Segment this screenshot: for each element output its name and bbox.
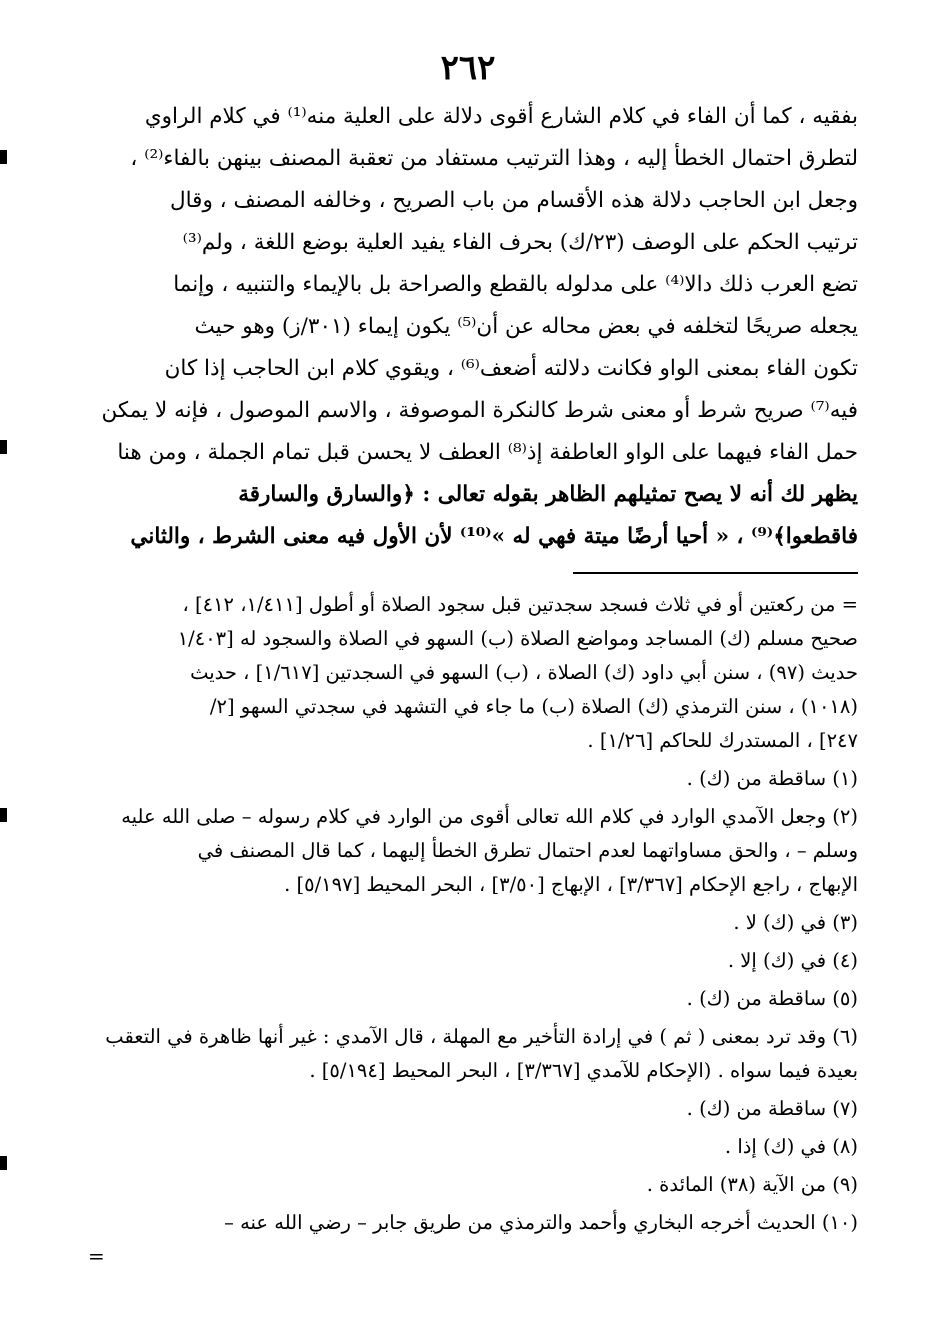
footnote-line: ٢٤٧] ، المستدرك للحاكم [١/٢٦] . (587, 729, 858, 752)
footnote-8: (٨) في (ك) إذا . (724, 1135, 858, 1158)
text-line: ترتيب الحكم على الوصف (٢٣/ك) بحرف الفاء يفيد العلية بوضع اللغة ، ولم⁽³⁾ (182, 230, 858, 255)
text-line: بفقيه ، كما أن الفاء في كلام الشارع أقوى دلالة على العلية منه⁽¹⁾ في كلام الراوي (144, 104, 858, 129)
text-line: حمل الفاء فيهما على الواو العاطفة إذ⁽⁸⁾ العطف لا يحسن قبل تمام الجملة ، ومن هنا (117, 440, 858, 465)
footnote-6-cont: بعيدة فيما سواه . (الإحكام للآمدي [٣/٣٦٧] ، البحر المحيط [٥/١٩٤] . (309, 1059, 858, 1082)
continuation-mark: = (88, 1244, 105, 1268)
text-line-quran-quote: يظهر لك أنه لا يصح تمثيلهم الظاهر بقوله تعالى : ﴿والسارق والسارقة (238, 482, 858, 507)
footnote-3: (٣) في (ك) لا . (733, 911, 858, 934)
footnote-7: (٧) ساقطة من (ك) . (686, 1097, 858, 1120)
footnote-line: = من ركعتين أو في ثلاث فسجد سجدتين قبل سجود الصلاة أو أطول [١/٤١١، ٤١٢] ، (182, 593, 858, 616)
footnote-1: (١) ساقطة من (ك) . (686, 767, 858, 790)
footnote-2-cont: وسلم – ، والحق مساواتهما لعدم احتمال تطرق الخطأ إليهما ، كما قال المصنف في (197, 839, 858, 862)
footnotes (78, 588, 858, 1240)
text-line: يجعله صريحًا لتخلفه في بعض محاله عن أن⁽⁵⁾ يكون إيماء (٣٠١/ز) وهو حيث (194, 314, 858, 339)
text-line: تضع العرب ذلك دالا⁽⁴⁾ على مدلوله بالقطع والصراحة بل بالإيماء والتنبيه ، وإنما (173, 272, 858, 297)
footnote-5: (٥) ساقطة من (ك) . (686, 987, 858, 1010)
footnote-10: (١٠) الحديث أخرجه البخاري وأحمد والترمذي من طريق جابر – رضي الله عنه – (224, 1211, 858, 1234)
text-line-quran-quote: فاقطعوا﴾⁽⁹⁾ ، « أحيا أرضًا ميتة فهي له »⁽¹⁰⁾ لأن الأول فيه معنى الشرط ، والثاني (130, 524, 858, 549)
page-number: ٢٦٢ (440, 48, 496, 88)
footnote-9: (٩) من الآية (٣٨) المائدة . (646, 1173, 858, 1196)
scan-edge-mark (0, 808, 7, 822)
footnote-4: (٤) في (ك) إلا . (727, 949, 858, 972)
text-line: وجعل ابن الحاجب دلالة هذه الأقسام من باب الصريح ، وخالفه المصنف ، وقال (170, 188, 858, 213)
footnote-line: حديث (٩٧) ، سنن أبي داود (ك) الصلاة ، (ب) السهو في السجدتين [١/٦١٧] ، حديث (190, 661, 858, 684)
text-line: لتطرق احتمال الخطأ إليه ، وهذا الترتيب مستفاد من تعقبة المصنف بينهن بالفاء⁽²⁾ ، (130, 146, 858, 171)
footnote-6: (٦) وقد ترد بمعنى ( ثم ) في إرادة التأخير مع المهلة ، قال الآمدي : غير أنها ظاهرة في التعقب (105, 1025, 858, 1048)
footnote-line: صحيح مسلم (ك) المساجد ومواضع الصلاة (ب) السهو في الصلاة والسجود له [١/٤٠٣ (177, 627, 858, 650)
text-line: تكون الفاء بمعنى الواو فكانت دلالته أضعف⁽⁶⁾ ، ويقوي كلام ابن الحاجب إذا كان (164, 356, 858, 381)
footnote-2-cont: الإبهاج ، راجع الإحكام [٣/٣٦٧] ، الإبهاج [٣/٥٠] ، البحر المحيط [٥/١٩٧] . (284, 873, 858, 896)
scan-edge-mark (0, 440, 7, 454)
scan-edge-mark (0, 150, 7, 164)
footnote-divider (573, 572, 858, 574)
page (78, 48, 858, 1240)
footnote-line: (١٠١٨) ، سنن الترمذي (ك) الصلاة (ب) ما جاء في التشهد في سجدتي السهو [٢/ (209, 695, 858, 718)
main-text (78, 96, 858, 558)
text-line: فيه⁽⁷⁾ صريح شرط أو معنى شرط كالنكرة الموصوفة ، والاسم الموصول ، فإنه لا يمكن (101, 398, 858, 423)
scan-edge-mark (0, 1156, 7, 1170)
footnote-2: (٢) وجعل الآمدي الوارد في كلام الله تعالى أقوى من الوارد في كلام رسوله – صلى الله عليه (121, 805, 858, 828)
